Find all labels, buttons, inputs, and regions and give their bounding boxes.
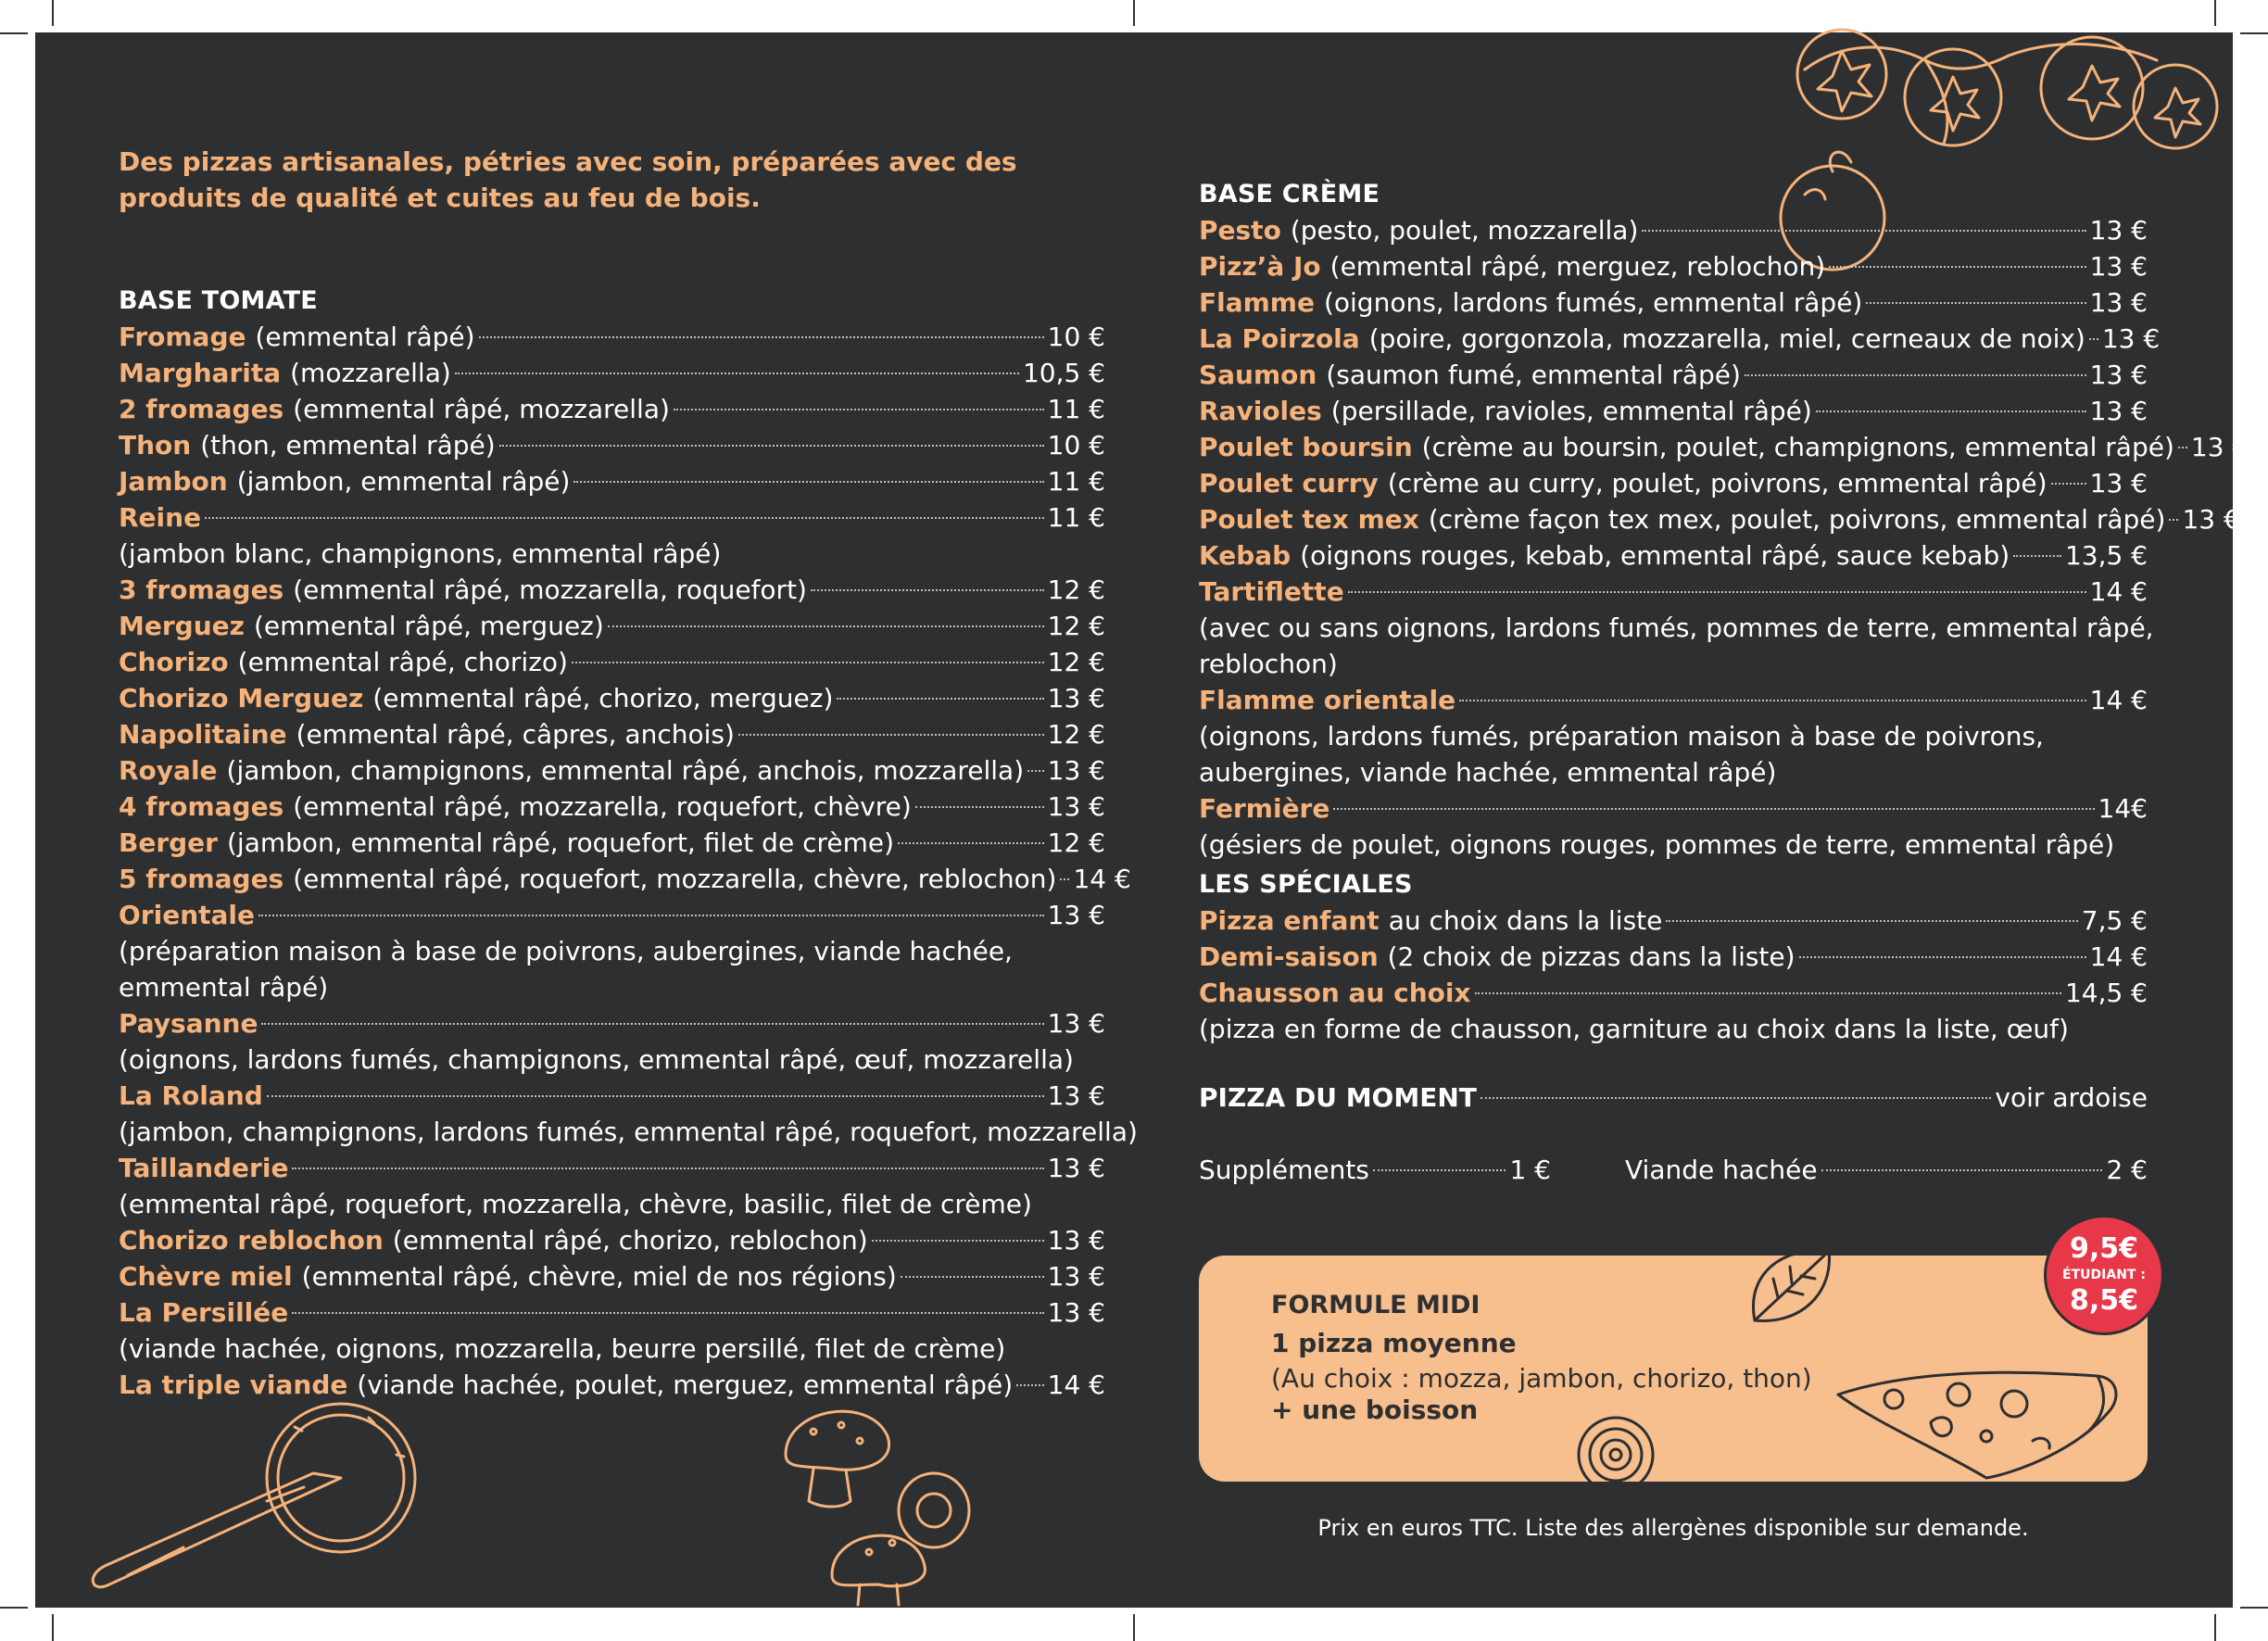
menu-item bbox=[119, 897, 1105, 933]
pizza-du-moment bbox=[1199, 1079, 2148, 1116]
item-description: (pesto, poulet, mozzarella) bbox=[1290, 215, 1639, 246]
item-price: 13 € bbox=[2089, 251, 2148, 282]
dotted-leader bbox=[1816, 410, 2086, 412]
menu-item bbox=[119, 499, 1105, 536]
badge-student-price: 8,5€ bbox=[2069, 1284, 2139, 1317]
item-description: (jambon, emmental râpé, roquefort, filet de crème) bbox=[226, 827, 895, 858]
dotted-leader bbox=[2089, 338, 2098, 340]
pizza-slice-icon bbox=[1829, 1357, 2125, 1482]
dotted-leader bbox=[2013, 555, 2061, 557]
item-price: 12 € bbox=[1047, 719, 1105, 750]
item-price: 13 € bbox=[1047, 755, 1105, 786]
menu-item bbox=[119, 752, 1105, 789]
item-description: (emmental râpé, merguez) bbox=[253, 611, 604, 641]
dotted-leader bbox=[608, 625, 1044, 627]
item-price: 13,5 € bbox=[2064, 540, 2148, 571]
menu-item bbox=[119, 319, 1105, 355]
item-name: 3 fromages bbox=[119, 574, 284, 605]
dotted-leader bbox=[1027, 770, 1044, 772]
item-name: Fermière bbox=[1199, 793, 1330, 824]
section-title: BASE CRÈME bbox=[1199, 180, 1380, 208]
dotted-leader bbox=[205, 517, 1044, 519]
dotted-leader bbox=[2051, 483, 2086, 485]
item-price: 13 € bbox=[1047, 791, 1105, 822]
item-price: 13 € bbox=[2101, 323, 2161, 354]
item-description: (emmental râpé, chèvre, miel de nos régions) bbox=[301, 1261, 897, 1292]
section-title: LES SPÉCIALES bbox=[1199, 870, 1413, 899]
dotted-leader bbox=[292, 1312, 1043, 1314]
crop-mark bbox=[52, 0, 54, 26]
item-description: (oignons, lardons fumés, emmental râpé) bbox=[1323, 287, 1863, 318]
item-description: (jambon, champignons, emmental râpé, anchois, mozzarella) bbox=[226, 755, 1025, 786]
item-price: 13 € bbox=[1047, 1261, 1105, 1292]
item-name: Poulet curry bbox=[1199, 468, 1379, 499]
item-description: (thon, emmental râpé) bbox=[200, 430, 496, 461]
item-description: (saumon fumé, emmental râpé) bbox=[1326, 360, 1741, 390]
item-description: (emmental râpé, mozzarella) bbox=[293, 394, 670, 424]
item-price: 13 € bbox=[1047, 1225, 1105, 1256]
item-name: Flamme bbox=[1199, 287, 1315, 318]
menu-item bbox=[119, 1258, 1105, 1294]
menu-item bbox=[1199, 975, 2148, 1011]
pizza-cutter-illustration bbox=[72, 1399, 443, 1608]
moment-value: voir ardoise bbox=[1995, 1082, 2148, 1113]
item-price: 13 € bbox=[1047, 1080, 1105, 1111]
crop-mark bbox=[0, 1607, 28, 1609]
item-description: (crème au boursin, poulet, champignons, emmental râpé) bbox=[1421, 432, 2174, 462]
badge-student-label: ÉTUDIANT : bbox=[2062, 1268, 2146, 1282]
menu-item bbox=[119, 789, 1105, 825]
meat-label: Viande hachée bbox=[1625, 1155, 1818, 1185]
crop-mark bbox=[2240, 1607, 2268, 1609]
item-name: Fromage bbox=[119, 322, 246, 352]
menu-item bbox=[1199, 790, 2148, 827]
item-price: 11 € bbox=[1047, 466, 1105, 497]
item-description: (mozzarella) bbox=[290, 358, 451, 388]
item-price: 10 € bbox=[1047, 322, 1105, 352]
supplements-price: 1 € bbox=[1509, 1155, 1551, 1185]
item-price: 13 € bbox=[2089, 468, 2148, 499]
item-price: 13 € bbox=[1047, 1008, 1105, 1039]
menu-item bbox=[1199, 248, 2148, 284]
item-name: Pesto bbox=[1199, 215, 1281, 246]
dotted-leader bbox=[1666, 920, 2077, 922]
menu-item bbox=[119, 644, 1105, 680]
item-name: 5 fromages bbox=[119, 864, 284, 894]
item-description: (poire, gorgonzola, mozzarella, miel, cerneaux de noix) bbox=[1368, 323, 2085, 354]
item-detail: emmental râpé) bbox=[119, 972, 329, 1003]
item-name: 4 fromages bbox=[119, 791, 284, 822]
dotted-leader bbox=[292, 1168, 1043, 1169]
menu-item bbox=[119, 355, 1105, 391]
item-price: 13 € bbox=[2089, 396, 2148, 426]
item-detail: (gésiers de poulet, oignons rouges, pommes de terre, emmental râpé) bbox=[1199, 829, 2115, 860]
item-name: Jambon bbox=[119, 466, 228, 497]
formule-midi-box bbox=[1199, 1256, 2148, 1482]
menu-item bbox=[1199, 393, 2148, 429]
dotted-leader bbox=[1821, 1169, 2103, 1171]
item-price: 13 € bbox=[1047, 1153, 1105, 1183]
dotted-leader bbox=[1480, 1097, 1992, 1099]
item-description: (emmental râpé, chorizo) bbox=[237, 647, 568, 677]
item-name: Pizza enfant bbox=[1199, 905, 1380, 936]
item-detail: (oignons, lardons fumés, champignons, emmental râpé, œuf, mozzarella) bbox=[119, 1044, 1074, 1075]
item-detail: reblochon) bbox=[1199, 649, 1338, 679]
crop-mark bbox=[0, 32, 28, 34]
item-name: Ravioles bbox=[1199, 396, 1322, 426]
item-price: 12 € bbox=[1047, 611, 1105, 641]
dotted-leader bbox=[499, 445, 1044, 447]
item-price: 12 € bbox=[1047, 647, 1105, 677]
item-name: Taillanderie bbox=[119, 1153, 289, 1183]
item-price: 12 € bbox=[1047, 827, 1105, 858]
item-name: La Poirzola bbox=[1199, 323, 1360, 354]
dotted-leader bbox=[1829, 266, 2086, 268]
item-description: (emmental râpé, roquefort, mozzarella, chèvre, reblochon) bbox=[293, 864, 1057, 894]
menu-item bbox=[1199, 501, 2240, 537]
dotted-leader bbox=[1373, 1169, 1506, 1171]
dotted-leader bbox=[1475, 992, 2061, 994]
item-description: (emmental râpé, mozzarella, roquefort, chèvre) bbox=[293, 791, 912, 822]
dotted-leader bbox=[837, 698, 1043, 700]
item-description: (oignons rouges, kebab, emmental râpé, sauce kebab) bbox=[1300, 540, 2010, 571]
item-price: 7,5 € bbox=[2081, 905, 2148, 936]
dotted-leader bbox=[1060, 878, 1069, 880]
item-detail: (emmental râpé, roquefort, mozzarella, chèvre, basilic, filet de crème) bbox=[119, 1189, 1032, 1219]
crop-mark bbox=[52, 1614, 54, 1641]
dotted-leader bbox=[898, 842, 1044, 844]
menu-item bbox=[1199, 682, 2148, 718]
item-price: 14 € bbox=[2089, 685, 2148, 715]
item-price: 13 € bbox=[1047, 683, 1105, 713]
section-specials bbox=[1199, 866, 2148, 1047]
menu-page bbox=[35, 32, 2249, 1608]
menu-list bbox=[119, 319, 1138, 1403]
menu-item bbox=[119, 1294, 1105, 1331]
dotted-leader bbox=[1799, 956, 2086, 958]
item-price: 14 € bbox=[1047, 1370, 1105, 1400]
menu-item bbox=[1199, 357, 2148, 393]
formule-drink: + une boisson bbox=[1271, 1395, 1479, 1425]
item-detail: (viande hachée, oignons, mozzarella, beurre persillé, filet de crème) bbox=[119, 1333, 1006, 1364]
item-price: 14 € bbox=[2089, 941, 2148, 972]
menu-item bbox=[119, 716, 1105, 752]
item-price: 13 € bbox=[1047, 1297, 1105, 1328]
menu-item bbox=[119, 680, 1105, 716]
item-price: 13 € bbox=[2182, 504, 2240, 535]
item-name: Saumon bbox=[1199, 360, 1317, 390]
dotted-leader bbox=[455, 372, 1019, 374]
section-title: BASE TOMATE bbox=[119, 286, 318, 315]
item-price: 10 € bbox=[1047, 430, 1105, 461]
dotted-leader bbox=[1459, 700, 2086, 701]
dotted-leader bbox=[901, 1276, 1044, 1278]
menu-item bbox=[119, 572, 1105, 608]
item-detail: (avec ou sans oignons, lardons fumés, pommes de terre, emmental râpé, bbox=[1199, 612, 2154, 643]
item-name: Flamme orientale bbox=[1199, 685, 1456, 715]
item-description: (crème façon tex mex, poulet, poivrons, emmental râpé) bbox=[1428, 504, 2166, 535]
item-description: (emmental râpé) bbox=[255, 322, 475, 352]
crop-mark bbox=[1133, 1614, 1135, 1641]
item-description: (crème au curry, poulet, poivrons, emmental râpé) bbox=[1387, 468, 2048, 499]
item-description: (emmental râpé, câpres, anchois) bbox=[296, 719, 735, 750]
supplements bbox=[1199, 1152, 2148, 1188]
dotted-leader bbox=[1866, 302, 2085, 304]
dotted-leader bbox=[261, 1023, 1043, 1025]
item-description: au choix dans la liste bbox=[1388, 905, 1663, 936]
item-detail: (oignons, lardons fumés, préparation maison à base de poivrons, bbox=[1199, 721, 2044, 751]
item-price: 11 € bbox=[1047, 394, 1105, 424]
item-name: Poulet tex mex bbox=[1199, 504, 1419, 535]
footer-note: Prix en euros TTC. Liste des allergènes disponible sur demande. bbox=[1317, 1515, 2029, 1541]
item-price: 13 € bbox=[2089, 287, 2148, 318]
dotted-leader bbox=[811, 589, 1044, 591]
menu-item bbox=[119, 825, 1105, 861]
item-name: Chorizo reblochon bbox=[119, 1225, 384, 1256]
item-price: 14€ bbox=[2098, 793, 2148, 824]
menu-item bbox=[1199, 574, 2148, 610]
menu-item bbox=[119, 608, 1105, 644]
item-price: 11 € bbox=[1047, 502, 1105, 533]
item-name: La Persillée bbox=[119, 1297, 289, 1328]
dotted-leader bbox=[915, 806, 1044, 808]
meat-price: 2 € bbox=[2106, 1155, 2148, 1185]
dotted-leader bbox=[267, 1095, 1044, 1097]
price-badge bbox=[2044, 1215, 2164, 1335]
item-price: 12 € bbox=[1047, 574, 1105, 605]
menu-item bbox=[119, 427, 1105, 463]
item-description: (persillade, ravioles, emmental râpé) bbox=[1330, 396, 1812, 426]
dotted-leader bbox=[573, 481, 1043, 483]
menu-item bbox=[119, 1005, 1105, 1041]
menu-item bbox=[1199, 939, 2148, 975]
formule-choice: (Au choix : mozza, jambon, chorizo, thon) bbox=[1271, 1363, 1812, 1394]
dotted-leader bbox=[1642, 230, 2085, 232]
crop-mark bbox=[2214, 1614, 2216, 1641]
item-description: (emmental râpé, chorizo, merguez) bbox=[372, 683, 834, 713]
formule-title: FORMULE MIDI bbox=[1271, 1291, 1480, 1319]
moment-label: PIZZA DU MOMENT bbox=[1199, 1082, 1477, 1113]
menu-item bbox=[119, 1078, 1105, 1114]
menu-item bbox=[119, 861, 1131, 897]
item-detail: (jambon, champignons, lardons fumés, emmental râpé, roquefort, mozzarella) bbox=[119, 1117, 1138, 1147]
intro-text: Des pizzas artisanales, pétries avec soin, préparées avec des produits de qualité et cuites au feu de bois. bbox=[119, 146, 1017, 213]
item-name: Royale bbox=[119, 755, 218, 786]
item-name: Chèvre miel bbox=[119, 1261, 293, 1292]
item-name: Merguez bbox=[119, 611, 245, 641]
dotted-leader bbox=[1745, 374, 2086, 376]
menu-item bbox=[119, 463, 1105, 499]
dotted-leader bbox=[738, 734, 1044, 736]
item-price: 10,5 € bbox=[1022, 358, 1105, 388]
item-name: Chorizo Merguez bbox=[119, 683, 364, 713]
item-name: Paysanne bbox=[119, 1008, 258, 1039]
menu-item bbox=[1199, 903, 2148, 939]
item-price: 13 € bbox=[2089, 360, 2148, 390]
item-price: 14 € bbox=[1073, 864, 1131, 894]
item-name: Kebab bbox=[1199, 540, 1292, 571]
supplements-label: Suppléments bbox=[1199, 1155, 1369, 1185]
menu-list bbox=[1199, 212, 2249, 863]
menu-item bbox=[1199, 212, 2148, 248]
dotted-leader bbox=[674, 409, 1044, 410]
dotted-leader bbox=[258, 915, 1044, 916]
item-detail: (pizza en forme de chausson, garniture au choix dans la liste, œuf) bbox=[1199, 1014, 2069, 1044]
item-price: 14 € bbox=[2089, 576, 2148, 607]
item-name: Orientale bbox=[119, 900, 255, 930]
dotted-leader bbox=[572, 662, 1044, 663]
menu-item bbox=[1199, 284, 2148, 321]
item-name: Margharita bbox=[119, 358, 282, 388]
crop-mark bbox=[2240, 32, 2268, 34]
basil-leaf-icon bbox=[1736, 1237, 1847, 1339]
item-detail: (jambon blanc, champignons, emmental râpé) bbox=[119, 538, 722, 569]
section-base-creme bbox=[1199, 176, 2249, 863]
dotted-leader bbox=[2169, 519, 2178, 521]
item-name: Poulet boursin bbox=[1199, 432, 1413, 462]
dotted-leader bbox=[1333, 808, 2094, 810]
badge-price: 9,5€ bbox=[2069, 1232, 2139, 1265]
item-name: La triple viande bbox=[119, 1370, 348, 1400]
mushroom-illustration bbox=[776, 1399, 1073, 1608]
menu-item bbox=[1199, 429, 2249, 465]
dotted-leader bbox=[1016, 1384, 1044, 1386]
item-description: (emmental râpé, chorizo, reblochon) bbox=[392, 1225, 868, 1256]
item-name: Chorizo bbox=[119, 647, 229, 677]
formule-pizza: 1 pizza moyenne bbox=[1271, 1328, 1517, 1358]
item-name: Thon bbox=[119, 430, 192, 461]
item-price: 13 € bbox=[2190, 432, 2249, 462]
item-description: (jambon, emmental râpé) bbox=[236, 466, 571, 497]
section-base-tomate bbox=[119, 283, 1138, 1403]
item-price: 13 € bbox=[1047, 900, 1105, 930]
item-name: Tartiflette bbox=[1199, 576, 1344, 607]
item-description: (emmental râpé, merguez, reblochon) bbox=[1329, 251, 1826, 282]
onion-icon bbox=[1569, 1413, 1662, 1482]
item-description: (2 choix de pizzas dans la liste) bbox=[1387, 941, 1796, 972]
item-name: Reine bbox=[119, 502, 202, 533]
item-name: Napolitaine bbox=[119, 719, 287, 750]
item-name: Demi-saison bbox=[1199, 941, 1379, 972]
item-name: 2 fromages bbox=[119, 394, 284, 424]
dotted-leader bbox=[1348, 591, 2086, 593]
item-price: 13 € bbox=[2089, 215, 2148, 246]
dotted-leader bbox=[479, 336, 1044, 338]
menu-item bbox=[119, 391, 1105, 427]
dotted-leader bbox=[2178, 447, 2187, 448]
item-detail: (préparation maison à base de poivrons, aubergines, viande hachée, bbox=[119, 936, 1013, 966]
item-name: Berger bbox=[119, 827, 218, 858]
menu-item bbox=[119, 1367, 1105, 1403]
dotted-leader bbox=[872, 1240, 1044, 1242]
menu-item bbox=[1199, 465, 2148, 501]
item-detail: aubergines, viande hachée, emmental râpé) bbox=[1199, 757, 1777, 788]
menu-item bbox=[1199, 537, 2148, 574]
item-price: 14,5 € bbox=[2064, 978, 2148, 1008]
menu-item bbox=[119, 1222, 1105, 1258]
menu-list bbox=[1199, 903, 2148, 1047]
item-name: Pizz’à Jo bbox=[1199, 251, 1321, 282]
item-name: La Roland bbox=[119, 1080, 263, 1111]
crop-mark bbox=[1133, 0, 1135, 26]
menu-item bbox=[119, 1150, 1105, 1186]
menu-item bbox=[1199, 321, 2161, 357]
item-description: (emmental râpé, mozzarella, roquefort) bbox=[293, 574, 807, 605]
item-name: Chausson au choix bbox=[1199, 978, 1471, 1008]
item-description: (viande hachée, poulet, merguez, emmental râpé) bbox=[357, 1370, 1014, 1400]
crop-mark bbox=[2214, 0, 2216, 26]
